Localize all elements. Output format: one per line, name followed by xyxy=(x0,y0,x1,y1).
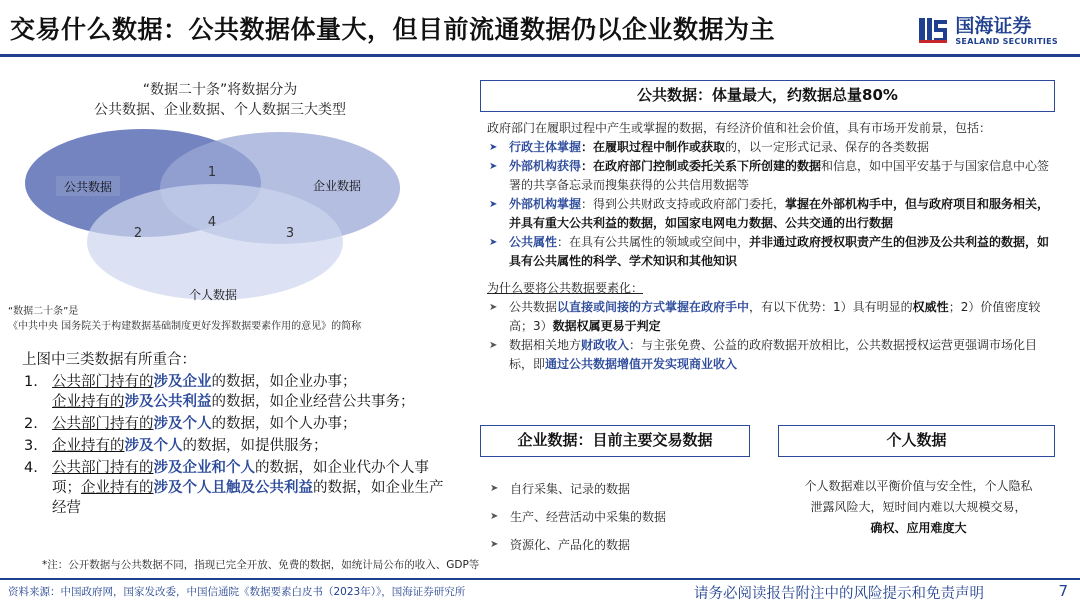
personal-data-line: 个人数据难以平衡价值与安全性，个人隐私 xyxy=(804,479,1033,493)
public-data-item xyxy=(487,195,1057,233)
enterprise-data-item xyxy=(488,530,748,558)
triangle-arrow-icon: ➤ xyxy=(490,482,499,494)
overlap-text xyxy=(52,372,415,412)
venn-label-enterprise: 企业数据 xyxy=(312,179,362,193)
why-part: 公共数据 xyxy=(509,300,558,314)
venn-region-3: 3 xyxy=(285,226,295,241)
overlap-part: 的数据，如提供服务； xyxy=(182,438,328,454)
public-data-intro: 政府部门在履职过程中产生或掌握的数据，有经济价值和社会价值，具有市场开发前景，包括： xyxy=(487,121,992,135)
disclaimer: 请务必阅读报告附注中的风险提示和免责声明 xyxy=(694,586,984,602)
public-data-item xyxy=(487,157,1057,195)
overlap-part: 企业持有的 xyxy=(81,480,154,496)
why-item-text xyxy=(509,298,1057,336)
why-item xyxy=(487,298,1057,336)
overlap-text xyxy=(52,414,357,434)
item-rest: 的，以一定形式记录、保存的各类数据 xyxy=(725,140,930,154)
overlap-highlight: 涉及企业和个人 xyxy=(153,460,255,476)
logo-cn-text: 国海证券 xyxy=(955,14,1032,37)
personal-data-heading: 个人数据 xyxy=(778,425,1055,457)
venn-label-personal: 个人数据 xyxy=(188,288,238,302)
overlap-text xyxy=(52,458,452,518)
item-rest: 并非通过政府授权职责产生的但涉及公共利益的数据，如具有公共属性的科学、学术知识和其他知识 xyxy=(509,235,1050,268)
triangle-arrow-icon: ➤ xyxy=(489,142,498,153)
public-data-item xyxy=(487,138,1057,157)
overlap-part: 的数据，如企业代办个人事项； xyxy=(52,460,429,496)
overlap-list xyxy=(22,372,452,518)
overlap-num: 2. xyxy=(24,416,38,432)
item-rest: 掌握在外部机构手中，但与政府项目和服务相关，并具有重大公共利益的数据，如国家电网电力数据、公共交通的出行数据 xyxy=(509,197,1050,230)
why-bold: 权威性 xyxy=(912,300,949,314)
triangle-arrow-icon: ➤ xyxy=(489,161,498,172)
item-mid: ：在履职过程中制作或获取 xyxy=(581,140,726,154)
venn-circle-personal xyxy=(87,184,343,300)
public-data-item-text xyxy=(509,195,1057,233)
overlap-item xyxy=(22,458,452,518)
page-number: 7 xyxy=(1058,582,1068,600)
why-item-text xyxy=(509,336,1057,374)
why-item xyxy=(487,336,1057,374)
triangle-arrow-icon: ➤ xyxy=(489,237,498,248)
venn-diagram xyxy=(20,126,440,311)
overlap-highlight: 涉及个人 xyxy=(124,438,183,454)
item-rest: 和信息，如中国平安基于与国家信息中心签署的共享备忘录而搜集获得的公共信用数据等 xyxy=(509,159,1050,192)
venn-region-1: 1 xyxy=(207,165,217,180)
public-data-list xyxy=(487,138,1057,271)
overlap-num: 1. xyxy=(24,374,38,390)
overlap-part: 的数据，如个人办事； xyxy=(211,416,357,432)
overlap-part: 企业持有的 xyxy=(52,438,125,454)
overlap-part: 公共部门持有的 xyxy=(52,416,154,432)
enterprise-data-item xyxy=(488,474,748,502)
overlap-item xyxy=(22,414,452,434)
public-data-item-text xyxy=(509,157,1057,195)
item-mid: ：在具有公共属性的领域或空间中， xyxy=(557,235,750,249)
enterprise-data-heading: 企业数据：目前主要交易数据 xyxy=(480,425,750,457)
overlap-highlight: 涉及个人且触及公共利益 xyxy=(153,480,313,496)
overlap-part: 的数据，如企业经营公共事务； xyxy=(211,394,415,410)
venn-note-line2: 《中共中央 国务院关于构建数据基础制度更好发挥数据要素作用的意见》的简称 xyxy=(8,321,362,332)
venn-label-public: 公共数据 xyxy=(63,180,113,194)
why-part: 数据相关地方 xyxy=(509,338,582,352)
item-mid: ：得到公共财政支持或政府部门委托， xyxy=(581,197,786,211)
item-key: 行政主体掌握 xyxy=(509,140,582,154)
company-logo xyxy=(917,14,1058,46)
overlap-highlight: 涉及个人 xyxy=(153,416,212,432)
item-mid: ：在政府部门控制或委托关系下所创建的数据 xyxy=(581,159,822,173)
triangle-arrow-icon: ➤ xyxy=(489,340,498,351)
why-part: ；2）价值密度较高；3） xyxy=(509,300,1041,333)
enterprise-item-text: 自行采集、记录的数据 xyxy=(510,481,631,496)
logo-en-text: SEALAND SECURITIES xyxy=(955,36,1058,46)
public-data-item xyxy=(487,233,1057,271)
sealand-logo-icon xyxy=(917,14,949,46)
venn-title-line1: “数据二十条”将数据分为 xyxy=(142,82,298,98)
overlap-item xyxy=(22,372,452,412)
overlap-part: 公共部门持有的 xyxy=(52,460,154,476)
overlap-section xyxy=(22,350,452,518)
overlap-heading: 上图中三类数据有所重合： xyxy=(22,352,196,368)
title-divider xyxy=(0,54,1080,57)
personal-data-body xyxy=(786,476,1051,539)
why-highlight: 以直接或间接的方式掌握在政府手中 xyxy=(557,300,750,314)
overlap-num: 4. xyxy=(24,460,38,476)
venn-title-line2: 公共数据、企业数据、个人数据三大类型 xyxy=(94,102,346,118)
overlap-part: 公共部门持有的 xyxy=(52,374,154,390)
venn-note xyxy=(8,304,448,334)
overlap-highlight: 涉及企业 xyxy=(153,374,212,390)
page-title: 交易什么数据：公共数据体量大，但目前流通数据仍以企业数据为主 xyxy=(10,15,776,44)
enterprise-item-text: 资源化、产品化的数据 xyxy=(510,537,631,552)
public-data-item-text xyxy=(509,233,1057,271)
venn-region-2: 2 xyxy=(133,226,143,241)
why-heading: 为什么要将公共数据要素化： xyxy=(487,281,644,295)
triangle-arrow-icon: ➤ xyxy=(489,199,498,210)
why-bold: 数据权属更易于判定 xyxy=(552,319,661,333)
overlap-item xyxy=(22,436,452,456)
source-note: 资料来源：中国政府网，国家发改委，中国信通院《数据要素白皮书（2023年）》，国海证券研究所 xyxy=(8,586,466,598)
personal-data-line-bold: 确权、应用难度大 xyxy=(870,521,967,535)
footnote: *注：公开数据与公共数据不同，指现已完全开放、免费的数据，如统计局公布的收入、GDP等 xyxy=(42,559,480,571)
overlap-num: 3. xyxy=(24,438,38,454)
overlap-part: 的数据，如企业办事； xyxy=(211,374,357,390)
venn-note-line1: “数据二十条”是 xyxy=(8,306,79,317)
footer-divider xyxy=(0,578,1080,580)
venn-title xyxy=(40,80,400,120)
item-key: 外部机构掌握 xyxy=(509,197,582,211)
overlap-highlight: 涉及公共利益 xyxy=(124,394,212,410)
public-data-heading: 公共数据：体量最大，约数据总量80% xyxy=(480,80,1055,112)
overlap-part: 企业持有的 xyxy=(52,394,125,410)
why-highlight: 财政收入 xyxy=(581,338,630,352)
triangle-arrow-icon: ➤ xyxy=(490,538,499,550)
public-data-item-text xyxy=(509,138,929,157)
overlap-text xyxy=(52,436,328,456)
public-data-body xyxy=(487,119,1057,374)
item-key: 外部机构获得 xyxy=(509,159,582,173)
venn-region-4: 4 xyxy=(207,215,217,230)
item-key: 公共属性 xyxy=(509,235,558,249)
why-part: ：与主张免费、公益的政府数据开放相比，公共数据授权运营更强调市场化目标，即 xyxy=(509,338,1038,371)
why-highlight: 通过公共数据增值开发实现商业收入 xyxy=(545,357,738,371)
personal-data-line: 泄露风险大，短时间内难以大规模交易， xyxy=(810,500,1027,514)
why-part: ，有以下优势：1）具有明显的 xyxy=(749,300,913,314)
enterprise-data-item xyxy=(488,502,748,530)
enterprise-data-list xyxy=(488,474,748,558)
overlap-part: 的数据，如企业生产经营 xyxy=(52,480,444,516)
triangle-arrow-icon: ➤ xyxy=(490,510,499,522)
triangle-arrow-icon: ➤ xyxy=(489,302,498,313)
enterprise-item-text: 生产、经营活动中采集的数据 xyxy=(510,509,667,524)
why-list xyxy=(487,298,1057,374)
